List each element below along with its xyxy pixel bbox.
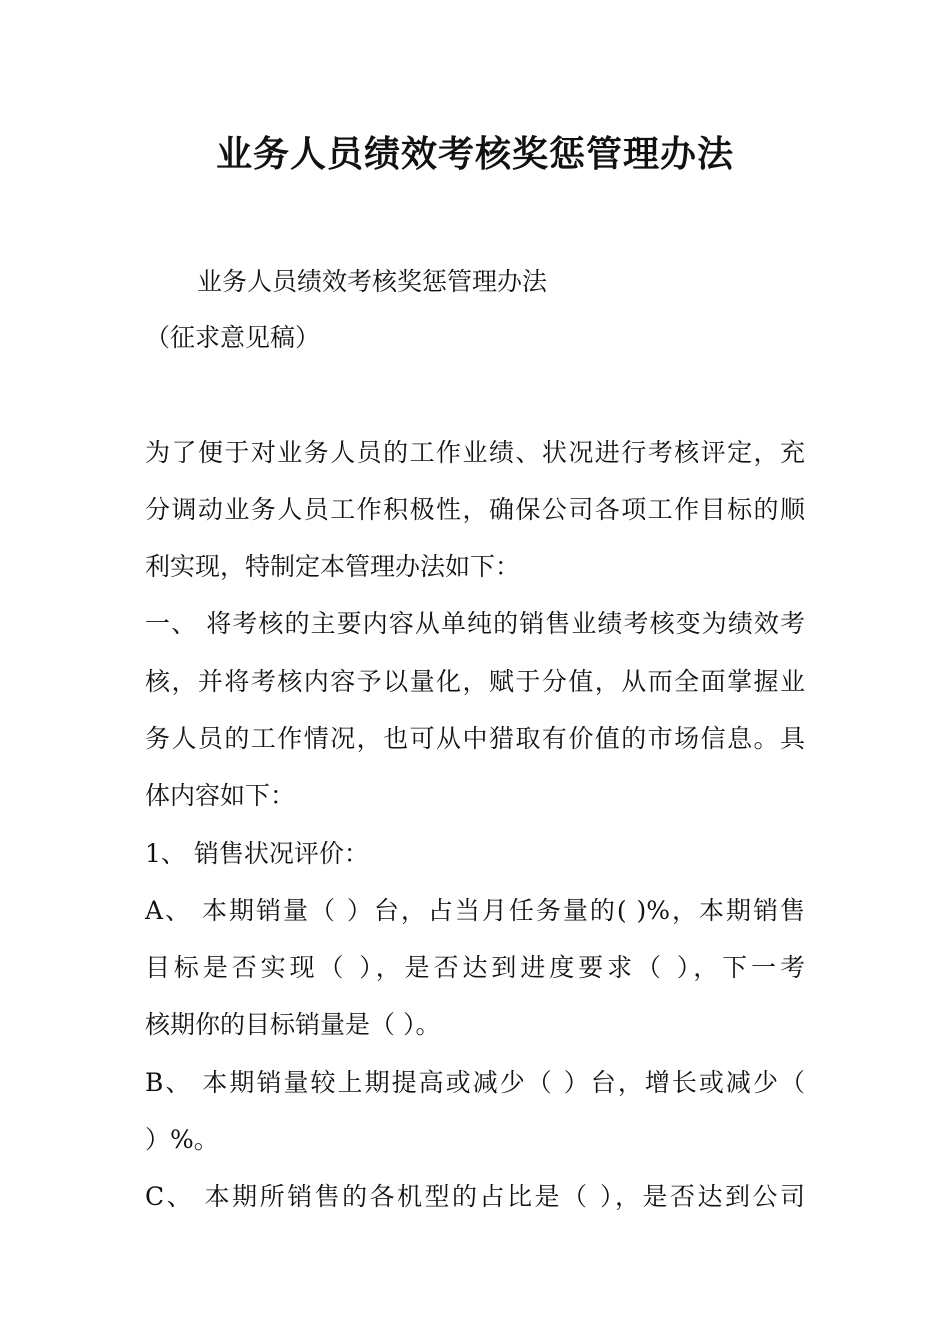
paragraph-line: 1、 销售状况评价： [145, 839, 369, 868]
paragraph-line: 为了便于对业务人员的工作业绩、状况进行考核评定，充 [145, 438, 805, 467]
paragraph-line: A、 本期销量（ ）台，占当月任务量的( )%，本期销售 [145, 896, 805, 925]
paragraph-line: 目标是否实现（ ），是否达到进度要求（ ），下一考 [145, 953, 805, 982]
paragraph-line: C、 本期所销售的各机型的占比是（ ），是否达到公司 [145, 1182, 805, 1211]
paragraph-line: 分调动业务人员工作积极性，确保公司各项工作目标的顺 [145, 495, 805, 524]
paragraph-line: 体内容如下： [145, 781, 296, 810]
paragraph-line: 一、 将考核的主要内容从单纯的销售业绩考核变为绩效考 [145, 609, 805, 638]
paragraph-line: B、 本期销量较上期提高或减少（ ）台，增长或减少（ [145, 1068, 805, 1097]
document-subtitle: 业务人员绩效考核奖惩管理办法 [197, 267, 548, 296]
paragraph-line: 核，并将考核内容予以量化，赋于分值，从而全面掌握业 [145, 667, 805, 696]
paragraph-line: 利实现，特制定本管理办法如下： [145, 552, 521, 581]
paragraph-line: 核期你的目标销量是（ ）。 [145, 1010, 441, 1039]
paragraph-line: ）%。 [145, 1125, 219, 1154]
document-title: 业务人员绩效考核奖惩管理办法 [215, 133, 734, 175]
draft-note: （征求意见稿） [145, 323, 321, 352]
paragraph-line: 务人员的工作情况，也可从中猎取有价值的市场信息。具 [145, 724, 805, 753]
